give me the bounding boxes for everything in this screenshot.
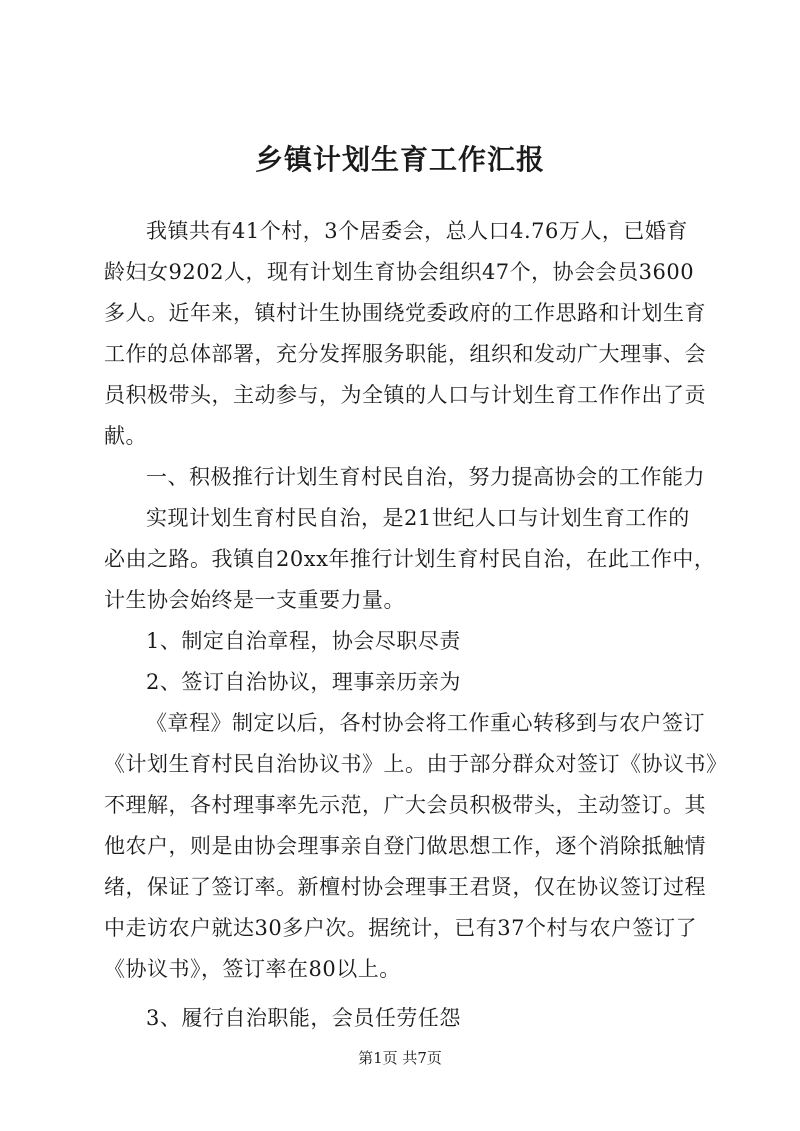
body-line: 不理解，各村理事率先示范，广大会员积极带头，主动签订。其 bbox=[104, 793, 706, 817]
body-line: 《章程》制定以后，各村协会将工作重心转移到与农户签订 bbox=[146, 711, 705, 735]
body-line: 他农户，则是由协会理事亲自登门做思想工作，逐个消除抵触情 bbox=[104, 834, 706, 858]
body-line: 《计划生育村民自治协议书》上。由于部分群众对签订《协议书》 bbox=[104, 752, 728, 776]
body-line: 龄妇女9202人，现有计划生育协会组织47个，协会会员3600 bbox=[104, 260, 695, 284]
subsection-heading: 3、履行自治职能，会员任劳任怨 bbox=[146, 1006, 461, 1030]
body-line: 员积极带头，主动参与，为全镇的人口与计划生育工作作出了贡 bbox=[104, 383, 706, 407]
body-line: 工作的总体部署，充分发挥服务职能，组织和发动广大理事、会 bbox=[104, 342, 706, 366]
body-line: 《协议书》，签订率在80以上。 bbox=[104, 957, 401, 981]
body-line: 我镇共有41个村，3个居委会，总人口4.76万人，已婚育 bbox=[146, 219, 688, 243]
body-line: 献。 bbox=[104, 424, 147, 448]
body-line: 实现计划生育村民自治，是21世纪人口与计划生育工作的 bbox=[146, 506, 690, 530]
body-line: 绪，保证了签订率。新檀村协会理事王君贤，仅在协议签订过程 bbox=[104, 875, 706, 899]
body-line: 中走访农户就达30多户次。据统计，已有37个村与农户签订了 bbox=[104, 916, 697, 940]
subsection-heading: 2、签订自治协议，理事亲历亲为 bbox=[146, 670, 461, 694]
section-heading: 一、积极推行计划生育村民自治，努力提高协会的工作能力 bbox=[146, 465, 705, 489]
body-line: 计生协会始终是一支重要力量。 bbox=[104, 588, 405, 612]
body-line: 多人。近年来，镇村计生协围绕党委政府的工作思路和计划生育 bbox=[104, 301, 706, 325]
document-title: 乡镇计划生育工作汇报 bbox=[254, 143, 545, 176]
page-footer: 第1页 共7页 bbox=[358, 1049, 442, 1067]
subsection-heading: 1、制定自治章程，协会尽职尽责 bbox=[146, 629, 461, 653]
body-line: 必由之路。我镇自20xx年推行计划生育村民自治，在此工作中， bbox=[104, 547, 716, 571]
